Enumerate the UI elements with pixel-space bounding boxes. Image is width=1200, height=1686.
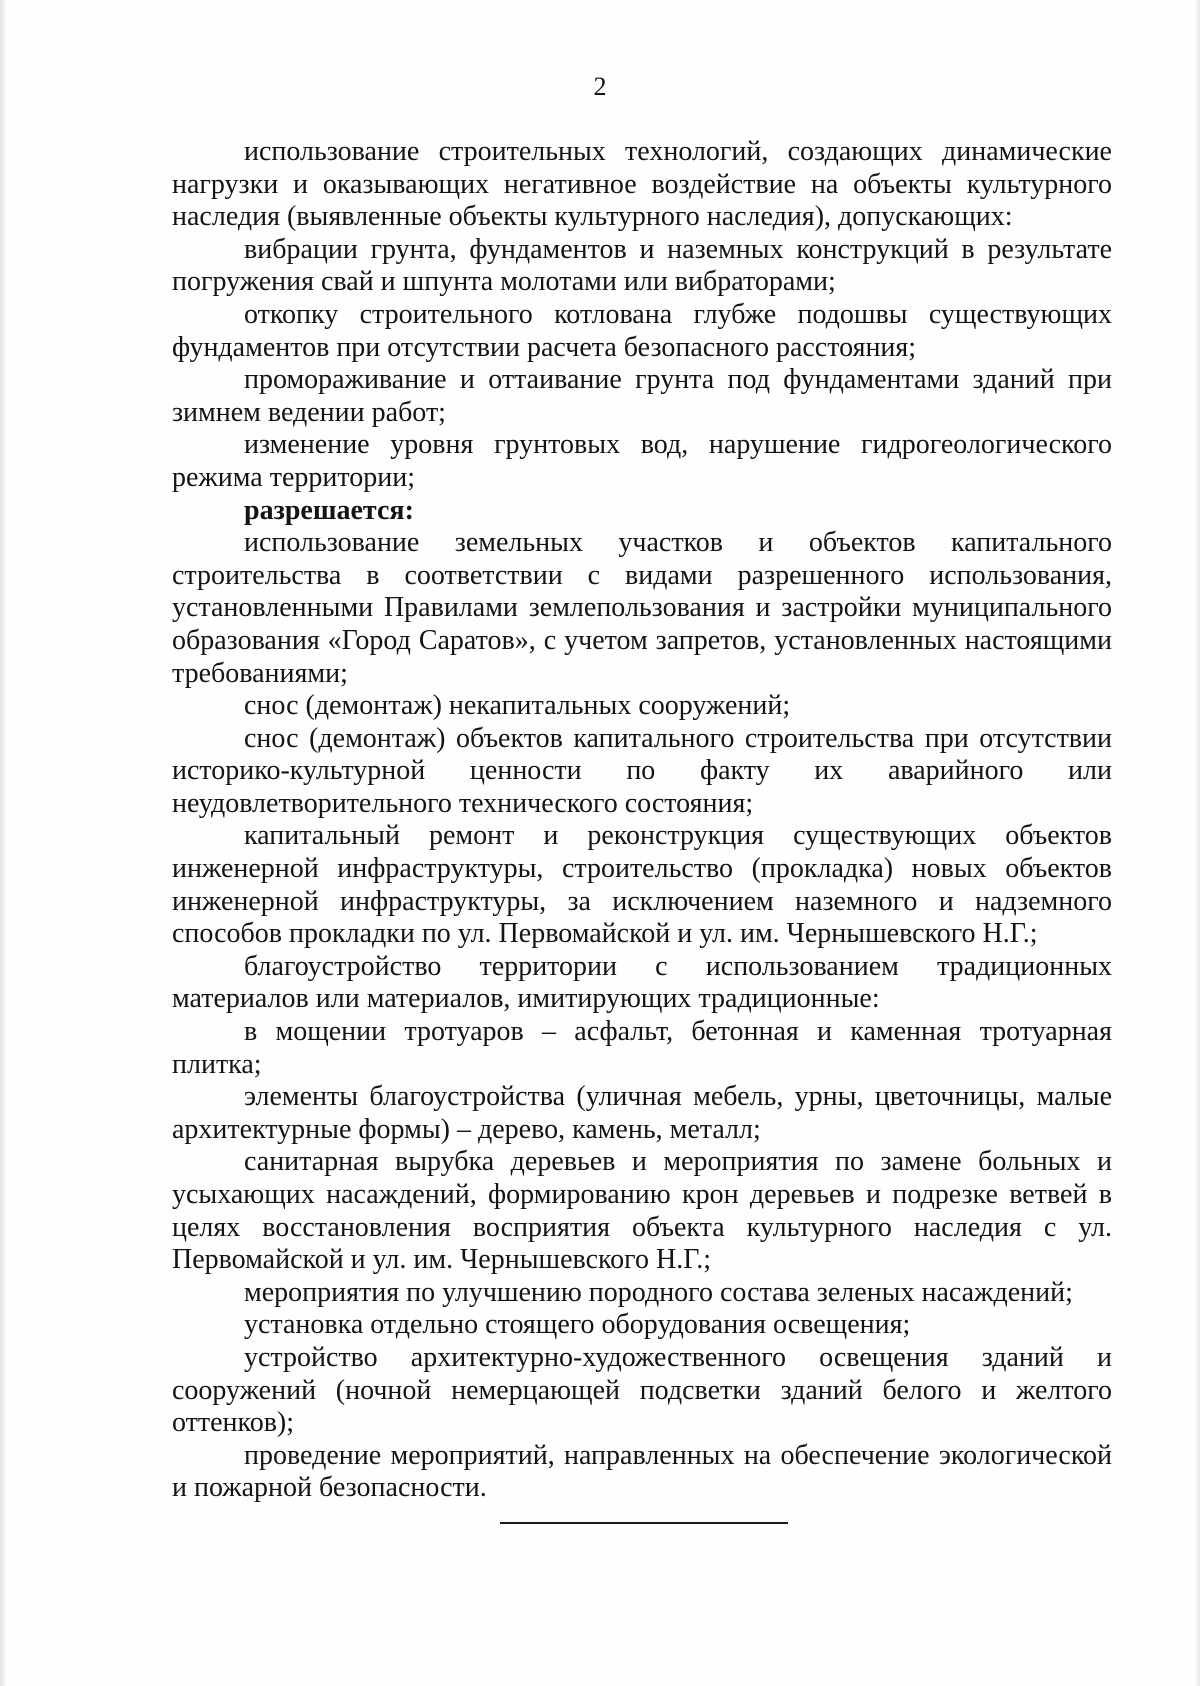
paragraph-freezing: промораживание и оттаивание грунта под фундаментами зданий при зимнем ведении работ; [172,364,1112,428]
paragraph-tree-felling: санитарная вырубка деревьев и мероприятия по замене больных и усыхающих насаждений, формированию крон деревьев и подрезке ветвей в целях восстановления восприятия объекта культурного наследия с ул. Первомайской и ул. им. Чернышевского Н.Г.; [172,1146,1112,1276]
scan-edge-left [0,0,6,1686]
paragraph-green-spaces: мероприятия по улучшению породного состава зеленых насаждений; [244,1276,1073,1308]
paragraph-architectural-lighting: устройство архитектурно-художественного освещения зданий и сооружений (ночной немерцающей подсветки зданий белого и желтого оттенков); [172,1341,1112,1439]
scan-edge-right [1195,0,1200,1686]
paragraph-demolition-noncapital: снос (демонтаж) некапитальных сооружений; [244,690,791,722]
page-number: 2 [593,72,607,101]
paragraph-vibrations: вибрации грунта, фундаментов и наземных конструкций в результате погружения свай и шпунта молотами или вибраторами; [172,233,1112,298]
paragraph-groundwater: изменение уровня грунтовых вод, нарушение гидрогеологического режима территории; [172,429,1112,493]
paragraph-street-furniture: элементы благоустройства (уличная мебель, урны, цветочницы, малые архитектурные формы) – дерево, камень, металл; [172,1081,1112,1145]
end-of-text-rule [500,1522,788,1524]
paragraph-lighting-equipment: установка отдельно стоящего оборудования освещения; [244,1309,911,1341]
paragraph-land-use: использование земельных участков и объектов капитального строительства в соответствии с видами разрешенного использования, установленными Правилами землепользования и застройки муниципального образования «Город Саратов», с учетом запретов, установленных настоящими требованиями; [172,527,1112,689]
document-body [172,136,1112,1505]
paragraph-landscaping: благоустройство территории с использованием традиционных материалов или материалов, имитирующих традиционные: [172,950,1112,1015]
paragraph-infrastructure: капитальный ремонт и реконструкция существующих объектов инженерной инфраструктуры, строительство (прокладка) новых объектов инженерной инфраструктуры, за исключением наземного и надземного способов прокладки по ул. Первомайской и ул. им. Чернышевского Н.Г.; [172,820,1112,950]
paragraph-safety-measures: проведение мероприятий, направленных на обеспечение экологической и пожарной безопасности. [172,1439,1112,1504]
paragraph-excavation: откопку строительного котлована глубже подошвы существующих фундаментов при отсутствии расчета безопасного расстояния; [172,298,1112,363]
paragraph-demolition-capital: снос (демонтаж) объектов капитального строительства при отсутствии историко-культурной ценности по факту их аварийного или неудовлетворительного технического состояния; [172,722,1112,819]
paragraph-paving: в мощении тротуаров – асфальт, бетонная и каменная тротуарная плитка; [172,1016,1112,1080]
paragraph-technologies: использование строительных технологий, создающих динамические нагрузки и оказывающих негативное воздействие на объекты культурного наследия (выявленные объекты культурного наследия), допускающих: [172,136,1112,233]
heading-permitted: разрешается: [244,494,414,526]
